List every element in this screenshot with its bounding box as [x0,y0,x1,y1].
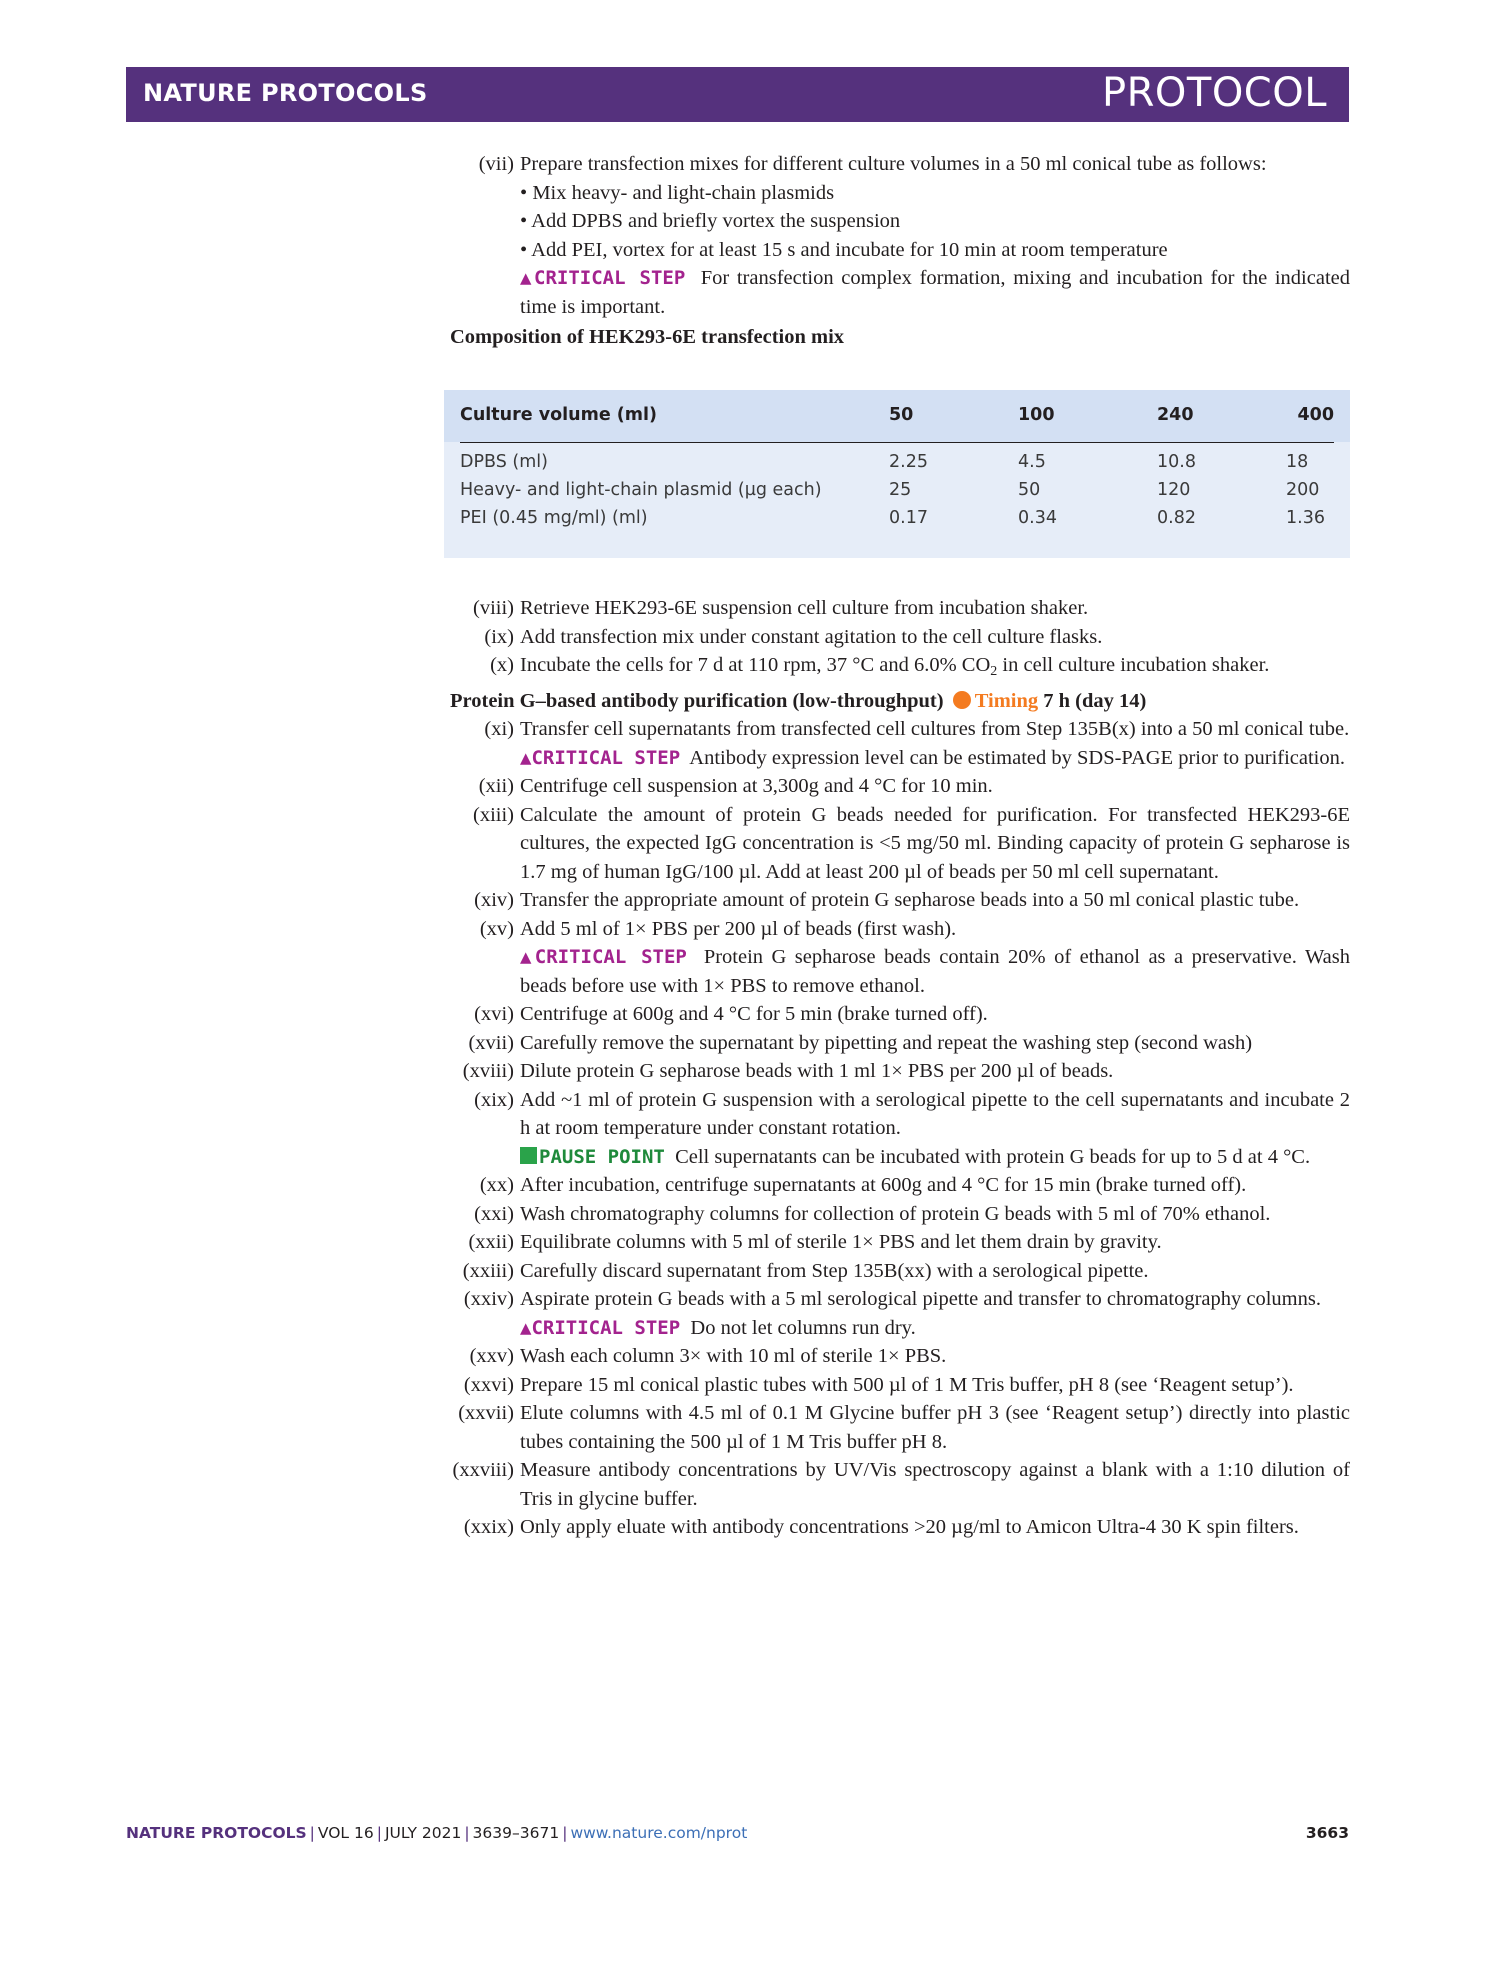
journal-url-link[interactable]: www.nature.com/nprot [570,1824,748,1842]
article-type: PROTOCOL [1101,70,1327,116]
transfection-table [444,390,1350,558]
step-number: (vii) [478,153,514,175]
pause-point-note: PAUSE POINT Cell supernatants can be incubated with protein G beads for up to 5 d at 4 °C. [520,1143,1350,1172]
table-cell: 4.5 [1018,452,1046,472]
step-xxvi: (xxvi) Prepare 15 ml conical plastic tubes with 500 µl of 1 M Tris buffer, pH 8 (see ‘Reagent setup’). [463,1373,1294,1396]
table-cell: Heavy- and light-chain plasmid (µg each) [460,480,822,500]
step-xiv: (xiv) Transfer the appropriate amount of protein G sepharose beads into a 50 ml conical plastic tube. [474,889,1300,911]
section-heading: Protein G–based antibody purification (low-throughput) Timing 7 h (day 14) [450,689,1147,712]
col-header: 100 [1018,405,1055,425]
journal-header-bar [126,67,1349,122]
step-xix: (xix) Add ~1 ml of protein G suspension with a serological pipette to the cell supernatants and incubate 2 h at room temperature under constant rotation. PAUSE POINT Cell supernatants can be incubated with protein G beads for up to 5 d at 4 °C. [450,1086,1350,1172]
step-xxii: (xxii) Equilibrate columns with 5 ml of sterile 1× PBS and let them drain by gravity. [468,1231,1162,1253]
step-xi: (xi) Transfer cell supernatants from transfected cell cultures from Step 135B(x) into a 50 ml conical tube. ▲CRITICAL STEP Antibody expression level can be estimated by SDS-PAGE prior to purification. [450,715,1350,772]
page-number: 3663 [1305,1824,1349,1842]
table-cell: 25 [889,480,912,500]
critical-step-note: ▲CRITICAL STEP Antibody expression level can be estimated by SDS-PAGE prior to purification. [520,746,1345,769]
step-xv: (xv) Add 5 ml of 1× PBS per 200 µl of beads (first wash). ▲CRITICAL STEP Protein G sepharose beads contain 20% of ethanol as a preservative. Wash beads before use with 1× PBS to remove ethanol. [450,915,1350,1001]
step-ix: (ix) Add transfection mix under constant agitation to the cell culture flasks. [484,625,1103,648]
table-cell: 200 [1286,480,1320,500]
critical-triangle-icon: ▲ [520,1316,532,1339]
step-xxvii: (xxvii) Elute columns with 4.5 ml of 0.1 M Glycine buffer pH 3 (see ‘Reagent setup’) directly into plastic tubes containing the 500 µl of 1 M Tris buffer pH 8. [458,1402,1350,1453]
table-cell: 0.17 [889,508,928,528]
col-header: 400 [1297,405,1334,425]
bullet-item: • Add PEI, vortex for at least 15 s and incubate for 10 min at room temperature [520,238,1168,261]
footer-citation: NATURE PROTOCOLS | VOL 16 | JULY 2021 | 3639–3671 | www.nature.com/nprot [126,1824,748,1842]
step-xviii: (xviii) Dilute protein G sepharose beads with 1 ml 1× PBS per 200 µl of beads. [462,1060,1114,1082]
critical-step-note: ▲CRITICAL STEP Protein G sepharose beads contain 20% of ethanol as a preservative. Wash beads before use with 1× PBS to remove ethanol. [520,946,1350,997]
critical-triangle-icon: ▲ [520,267,535,289]
step-viii: (viii) Retrieve HEK293-6E suspension cell culture from incubation shaker. [473,597,1089,619]
step-xxix: (xxix) Only apply eluate with antibody concentrations >20 µg/ml to Amicon Ultra-4 30 K spin filters. [463,1516,1299,1538]
critical-step-label: CRITICAL STEP [534,267,686,289]
step-list-bottom [450,594,1350,1542]
table-cell: DPBS (ml) [460,452,548,472]
table-cell: PEI (0.45 mg/ml) (ml) [460,508,648,528]
col-header: Culture volume (ml) [460,405,658,425]
table-cell: 0.34 [1018,508,1057,528]
critical-step-note: ▲CRITICAL STEP Do not let columns run dry. [520,1316,916,1339]
table-cell: 50 [1018,480,1041,500]
step-text: Prepare transfection mixes for different culture volumes in a 50 ml conical tube as follows: [520,153,1267,175]
critical-triangle-icon: ▲ [520,746,532,769]
table-cell: 0.82 [1157,508,1196,528]
table-header-rule [460,442,1334,443]
step-xxiii: (xxiii) Carefully discard supernatant from Step 135B(xx) with a serological pipette. [462,1259,1149,1282]
table-cell: 10.8 [1157,452,1196,472]
col-header: 240 [1157,405,1194,425]
table-title: Composition of HEK293-6E transfection mix [450,326,845,348]
bullet-item: • Mix heavy- and light-chain plasmids [520,181,835,204]
col-header: 50 [889,405,914,425]
step-xvii: (xvii) Carefully remove the supernatant by pipetting and repeat the washing step (second wash) [468,1031,1253,1054]
timing-dot-icon [953,691,971,709]
step-xii: (xii) Centrifuge cell suspension at 3,300g and 4 °C for 10 min. [478,775,993,797]
table-cell: 1.36 [1286,508,1325,528]
bullet-item: • Add DPBS and briefly vortex the suspension [520,210,901,232]
table-cell: 120 [1157,480,1191,500]
step-x: (x) Incubate the cells for 7 d at 110 rpm, 37 °C and 6.0% $CO_2$ in cell culture incubation shaker. [490,654,1270,679]
step-xvi: (xvi) Centrifuge at 600g and 4 °C for 5 min (brake turned off). [474,1003,988,1025]
table-cell: 2.25 [889,452,928,472]
table-cell: 18 [1286,452,1309,472]
step-xx: (xx) After incubation, centrifuge supernatants at 600g and 4 °C for 15 min (brake turned off). [479,1174,1247,1196]
critical-triangle-icon: ▲ [520,946,535,968]
step-xxviii: (xxviii) Measure antibody concentrations by UV/Vis spectroscopy against a blank with a 1:10 dilution of Tris in glycine buffer. [452,1459,1350,1510]
step-vii [450,150,1350,321]
step-xiii: (xiii) Calculate the amount of protein G beads needed for purification. For transfected HEK293-6E cultures, the expected IgG concentration is <5 mg/50 ml. Binding capacity of protein G sepharose is 1.7 mg of human IgG/100 µl. Add at least 200 µl of beads per 50 ml cell supernatant. [473,803,1350,883]
critical-step-note: ▲CRITICAL STEP For transfection complex formation, mixing and incubation for the indicated time is important. [520,267,1350,318]
pause-square-icon [520,1147,537,1164]
step-list-top [450,150,1350,352]
step-xxiv: (xxiv) Aspirate protein G beads with a 5 ml serological pipette and transfer to chromatography columns. ▲CRITICAL STEP Do not let columns run dry. [450,1285,1350,1342]
journal-name: NATURE PROTOCOLS [143,79,428,107]
step-xxv: (xxv) Wash each column 3× with 10 ml of sterile 1× PBS. [469,1345,947,1367]
step-xxi: (xxi) Wash chromatography columns for collection of protein G beads with 5 ml of 70% ethanol. [474,1202,1271,1225]
